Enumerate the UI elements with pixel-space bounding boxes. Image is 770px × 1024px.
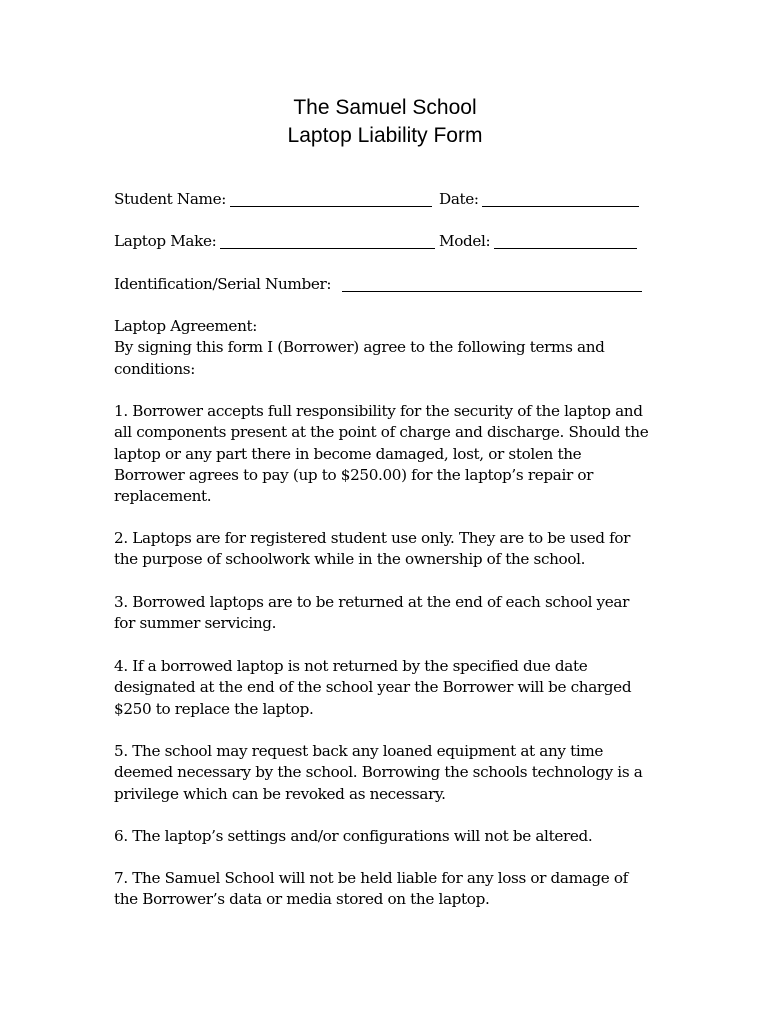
term-line: 6. The laptop’s settings and/or configurations will not be altered. <box>114 827 593 845</box>
serial-number-field[interactable] <box>342 291 642 292</box>
term-line: the purpose of schoolwork while in the ownership of the school. <box>114 550 586 569</box>
date-label: Date: <box>439 190 479 208</box>
term-line: designated at the end of the school year the Borrower will be charged <box>114 678 632 697</box>
term-2 <box>114 528 674 571</box>
term-line: the Borrower’s data or media stored on the laptop. <box>114 890 490 909</box>
model-label: Model: <box>439 232 491 250</box>
term-line: Borrower agrees to pay (up to $250.00) for the laptop’s repair or <box>114 465 594 484</box>
term-1 <box>114 401 674 507</box>
school-name: The Samuel School <box>293 96 477 119</box>
term-line: 1. Borrower accepts full responsibility for the security of the laptop and <box>114 402 643 420</box>
agreement-intro-line: By signing this form I (Borrower) agree to the following terms and <box>114 338 605 357</box>
serial-number-label: Identification/Serial Number: <box>114 275 332 293</box>
agreement-intro-line: conditions: <box>114 359 195 378</box>
term-line: all components present at the point of charge and discharge. Should the <box>114 423 649 442</box>
term-line: privilege which can be revoked as necessary. <box>114 784 446 803</box>
term-7 <box>114 868 674 911</box>
model-field[interactable] <box>494 248 637 249</box>
term-4 <box>114 656 674 720</box>
term-line: deemed necessary by the school. Borrowing the schools technology is a <box>114 763 643 782</box>
student-name-label: Student Name: <box>114 190 227 208</box>
term-3 <box>114 592 674 635</box>
laptop-make-field[interactable] <box>220 248 435 249</box>
term-line: 3. Borrowed laptops are to be returned at the end of each school year <box>114 593 630 611</box>
student-name-row <box>114 189 654 211</box>
term-line: laptop or any part there in become damaged, lost, or stolen the <box>114 444 582 463</box>
term-line: $250 to replace the laptop. <box>114 699 314 718</box>
student-name-field[interactable] <box>230 206 432 207</box>
serial-number-row <box>114 274 654 296</box>
term-line: 2. Laptops are for registered student use only. They are to be used for <box>114 529 631 547</box>
term-line: replacement. <box>114 487 212 506</box>
laptop-make-label: Laptop Make: <box>114 232 217 250</box>
date-field[interactable] <box>482 206 639 207</box>
term-line: for summer servicing. <box>114 614 277 633</box>
agreement-intro <box>114 316 674 380</box>
term-6 <box>114 826 674 847</box>
term-5 <box>114 741 674 805</box>
agreement-heading: Laptop Agreement: <box>114 317 258 335</box>
term-line: 7. The Samuel School will not be held liable for any loss or damage of <box>114 869 628 887</box>
term-line: 5. The school may request back any loaned equipment at any time <box>114 742 604 760</box>
term-line: 4. If a borrowed laptop is not returned by the specified due date <box>114 657 588 675</box>
laptop-make-row <box>114 231 654 253</box>
form-title: Laptop Liability Form <box>287 124 483 147</box>
